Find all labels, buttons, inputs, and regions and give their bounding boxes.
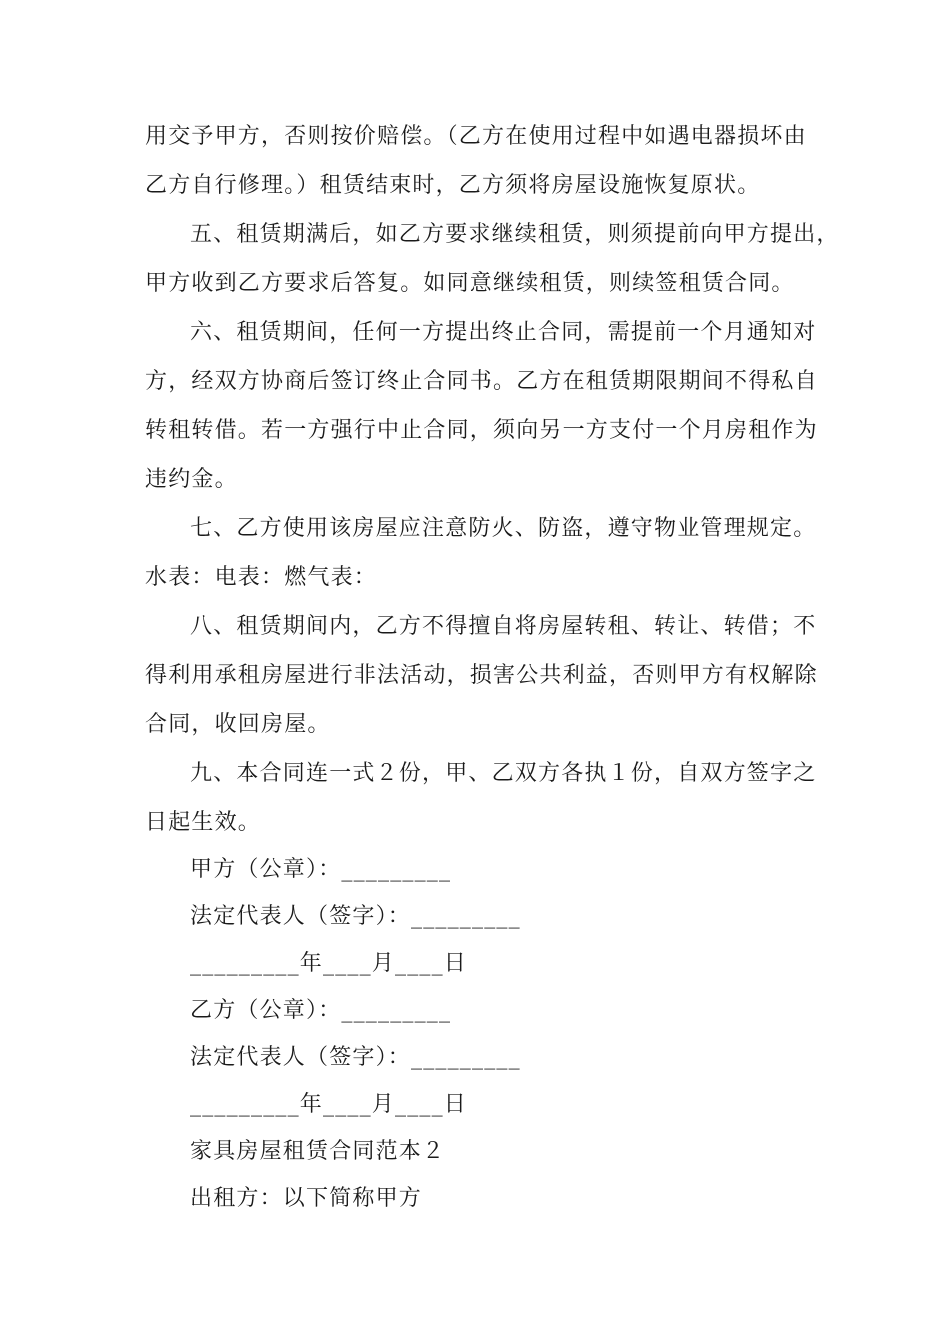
text-line: 甲方收到乙方要求后答复。如同意继续租赁，则续签租赁合同。 [145, 271, 795, 296]
clause-6-start: 六、租赁期间，任何一方提出终止合同，需提前一个月通知对 [190, 320, 817, 345]
party-a-representative: 法定代表人（签字）：_________ [190, 904, 521, 929]
party-a-date: _________年____月____日 [190, 951, 468, 976]
party-b-seal: 乙方（公章）：_________ [190, 998, 452, 1023]
party-b-date: _________年____月____日 [190, 1092, 468, 1117]
section-title: 家具房屋租赁合同范本２ [190, 1139, 446, 1164]
text-line: 转租转借。若一方强行中止合同，须向另一方支付一个月房租作为 [145, 418, 818, 443]
text-line: 方，经双方协商后签订终止合同书。乙方在租赁期限期间不得私自 [145, 369, 818, 394]
clause-8-start: 八、租赁期间内，乙方不得擅自将房屋转租、转让、转借；不 [190, 614, 817, 639]
party-a-seal: 甲方（公章）：_________ [190, 857, 452, 882]
text-line: 乙方自行修理。）租赁结束时，乙方须将房屋设施恢复原状。 [145, 173, 761, 198]
text-line: 违约金。 [145, 467, 238, 492]
meter-readings: 水表：电表：燃气表： [145, 565, 378, 590]
text-line: 得利用承租房屋进行非法活动，损害公共利益，否则甲方有权解除 [145, 663, 818, 688]
party-b-representative: 法定代表人（签字）：_________ [190, 1045, 521, 1070]
clause-5-start: 五、租赁期满后，如乙方要求继续租赁，则须提前向甲方提出， [190, 222, 840, 247]
clause-9-start: 九、本合同连一式２份，甲、乙双方各执１份，自双方签字之 [190, 761, 817, 786]
clause-7-start: 七、乙方使用该房屋应注意防火、防盗，遵守物业管理规定。 [190, 516, 817, 541]
text-line: 合同，收回房屋。 [145, 712, 331, 737]
text-line: 日起生效。 [145, 810, 262, 835]
lessor-line: 出租方：以下简称甲方 [190, 1186, 423, 1211]
text-line: 用交予甲方，否则按价赔偿。（乙方在使用过程中如遇电器损坏由 [145, 124, 807, 149]
